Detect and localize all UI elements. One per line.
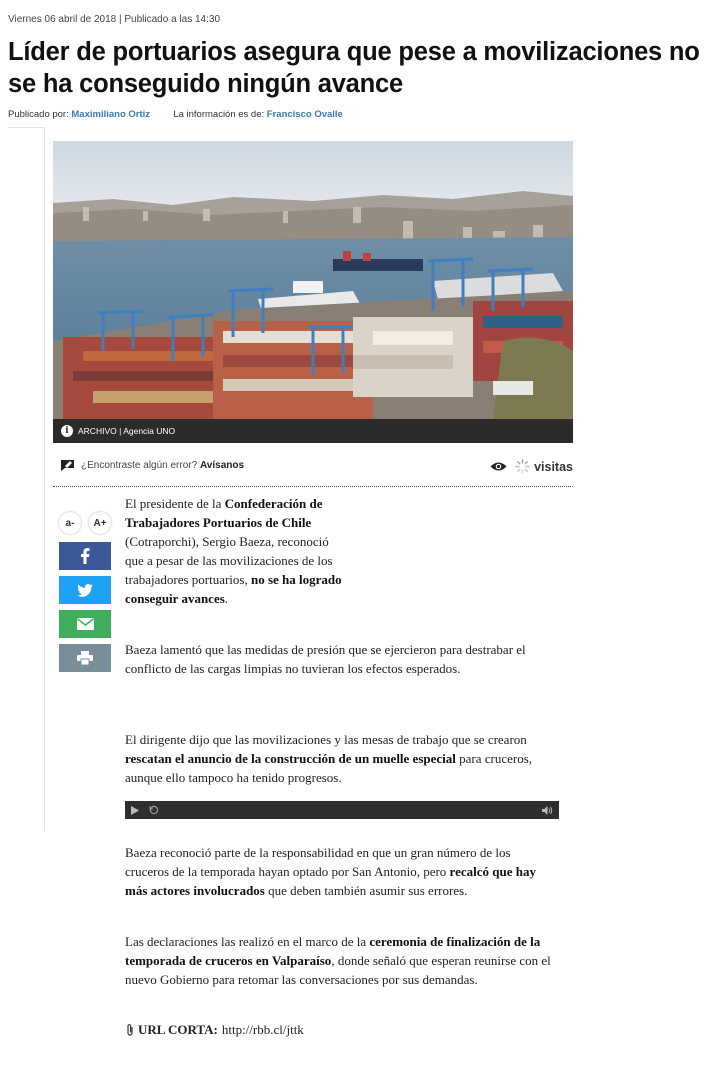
font-increase-button[interactable]: A+ (89, 512, 111, 534)
byline (8, 109, 343, 120)
article-title: Líder de portuarios asegura que pese a movilizaciones no se ha conseguido ningún avance (8, 38, 700, 98)
short-url-link[interactable]: http://rbb.cl/jttk (221, 1022, 304, 1037)
loading-spinner-icon (514, 459, 531, 474)
visits-label: visitas (534, 459, 573, 474)
eye-icon (490, 461, 507, 472)
play-icon[interactable] (131, 806, 139, 815)
twitter-icon (77, 584, 93, 597)
p4-bold-1: recalcó que hay más actores involucrados (125, 864, 536, 898)
paragraph-5 (125, 932, 557, 989)
port-photo-illustration (53, 141, 573, 419)
print-button[interactable] (59, 644, 111, 672)
info-icon: i (61, 425, 73, 437)
report-error-row (60, 459, 244, 471)
paragraph-4 (125, 843, 557, 900)
error-prompt: ¿Encontraste algún error? (81, 459, 198, 471)
left-rule-top (8, 127, 45, 128)
printer-icon (77, 651, 93, 665)
p5-text-1: Las declaraciones las realizó en el marco de la (125, 934, 370, 949)
image-caption-bar (53, 419, 573, 443)
p3-text-2: para cruceros, aunque ello tampoco ha tenido progresos. (125, 751, 533, 785)
image-caption: ARCHIVO | Agencia UNO (78, 426, 176, 436)
short-url-label: URL CORTA: (138, 1022, 218, 1037)
paragraph-2 (125, 640, 545, 678)
share-email-button[interactable] (59, 610, 111, 638)
p5-text-2: , donde señaló que esperan reunirse con el nuevo Gobierno para retomar las conversaciones por sus demandas. (125, 953, 551, 987)
p4-text-2: que deben también asumir sus errores. (264, 883, 468, 898)
p1-bold-2: no se ha logrado conseguir avances (125, 572, 342, 606)
published-by-label: Publicado por: (8, 109, 69, 120)
volume-icon[interactable] (542, 806, 553, 815)
info-source-label: La información es de: (173, 109, 265, 120)
source-link[interactable]: Francisco Ovalle (266, 109, 343, 120)
paperclip-icon (125, 1023, 135, 1037)
p3-bold-1: rescatan el anuncio de la construcción de un muelle especial (125, 751, 456, 766)
p1-text-3: . (224, 591, 229, 606)
visits-counter (490, 459, 573, 474)
replay-icon[interactable] (149, 805, 159, 815)
font-decrease-button[interactable]: a- (59, 512, 81, 534)
article-photo (53, 141, 573, 419)
feedback-pencil-icon (60, 459, 75, 471)
left-rule (44, 128, 45, 831)
share-facebook-button[interactable] (59, 542, 111, 570)
audio-player (125, 801, 559, 819)
p1-text-2: (Cotraporchi), Sergio Baeza, reconoció que a pesar de las movilizaciones de los trabajadores portuarios, (125, 534, 333, 587)
article-tools (59, 512, 111, 678)
p3-text-1: El dirigente dijo que las movilizaciones y las mesas de trabajo que se crearon (125, 732, 527, 747)
article-date-line: Viernes 06 abril de 2018 | Publicado a las 14:30 (8, 14, 221, 25)
author-link[interactable]: Maximiliano Ortiz (71, 109, 151, 120)
paragraph-3 (125, 730, 557, 787)
p4-text-1: Baeza reconoció parte de la responsabilidad en que un gran número de los cruceros de la temporada hayan optado por San Antonio, pero (125, 845, 511, 879)
short-url-row (125, 1022, 304, 1038)
p1-bold-1: Confederación de Trabajadores Portuarios de Chile (125, 496, 323, 530)
envelope-icon (77, 618, 94, 630)
paragraph-1 (125, 494, 343, 608)
report-error-link[interactable]: Avísanos (199, 459, 245, 471)
p1-text-1: El presidente de la (125, 496, 225, 511)
p5-bold-1: ceremonia de finalización de la temporada de cruceros en Valparaíso (125, 934, 541, 968)
divider (53, 486, 573, 487)
p2-text-1: Baeza lamentó que las medidas de presión que se ejercieron para destrabar el conflicto de las cargas limpias no tuvieran los efectos esperados. (125, 642, 526, 676)
facebook-icon (80, 548, 90, 564)
share-twitter-button[interactable] (59, 576, 111, 604)
